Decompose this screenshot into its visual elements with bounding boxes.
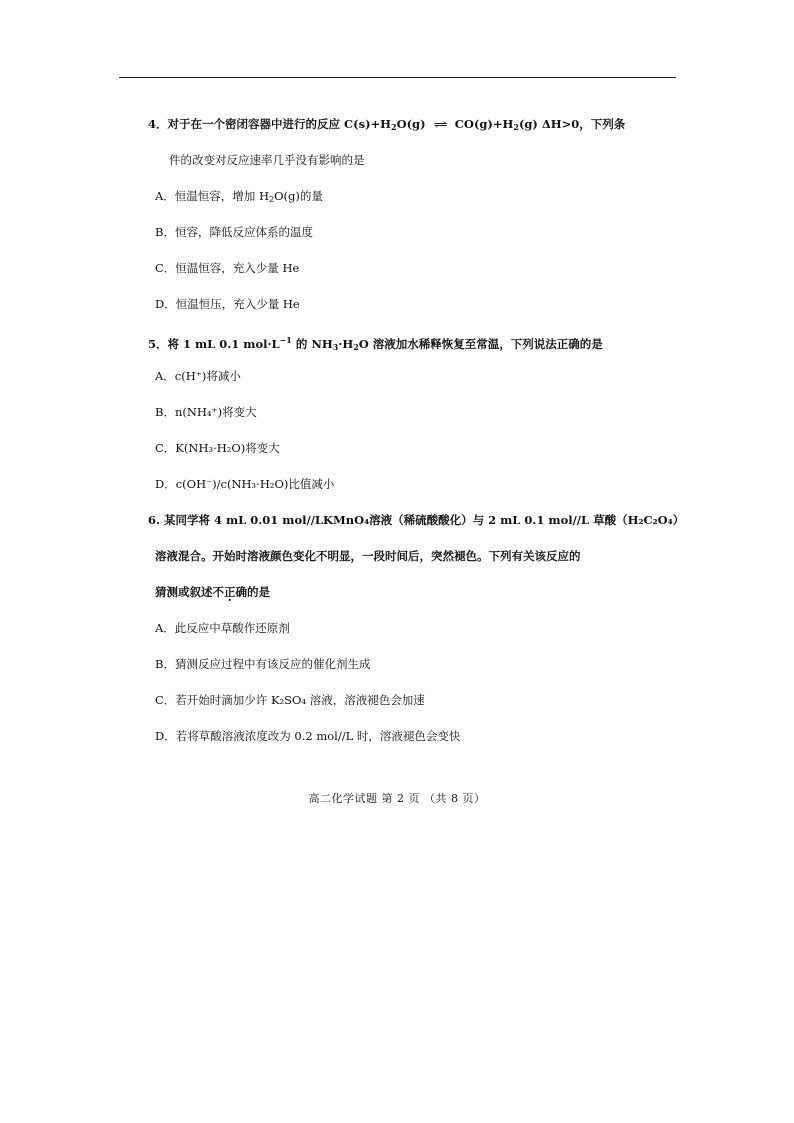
q5-stem: 5．将 1 mL 0.1 $mol\cdot L^{-1}$ 的 $NH_3\cdot H_2O$ 溶液加水稀释恢复至常温，下列说法正确的是 (148, 335, 603, 352)
q6-stem-line3: 猜测或叙述不正确的是 (155, 585, 270, 599)
q6-option-d: D．若将草酸溶液浓度改为 0.2 mol//L 时，溶液褪色会变快 (155, 729, 461, 743)
emphasis-not-correct: 不正确 (212, 585, 247, 599)
q6-stem-line2: 溶液混合。开始时溶液颜色变化不明显，一段时间后，突然褪色。下列有关该反应的 (155, 549, 581, 563)
q4-option-c: C．恒温恒容，充入少量 He (155, 261, 300, 275)
q5-option-d: D．c(OH⁻)/c(NH₃·H₂O)比值减小 (155, 477, 335, 491)
q6-option-c: C．若开始时滴加少许 K₂SO₄ 溶液，溶液褪色会加速 (155, 693, 425, 707)
q4-stem-line1: 4．对于在一个密闭容器中进行的反应 $C(s)+H_2O(g)$ ⇌ $CO(g)+H_2(g)$ ΔH>0，下列条 (148, 117, 626, 132)
q4-option-b: B．恒容，降低反应体系的温度 (155, 225, 313, 239)
q5-option-b: B．n(NH₄⁺)将变大 (155, 405, 257, 419)
header-rule (119, 77, 676, 78)
q6-stem-line1: 6. 某同学将 4 mL 0.01 mol//LKMnO₄溶液（稀硫酸酸化）与 2 mL 0.1 mol//L 草酸（H₂C₂O₄） (148, 513, 685, 527)
q6-option-b: B．猜测反应过程中有该反应的催化剂生成 (155, 657, 371, 671)
q5-option-c: C．K(NH₃·H₂O)将变大 (155, 441, 280, 455)
q4-option-d: D．恒温恒压，充入少量 He (155, 297, 300, 311)
q6-option-a: A．此反应中草酸作还原剂 (155, 621, 290, 635)
q4-option-a: A．恒温恒容，增加 $H_2O(g)$的量 (155, 189, 323, 204)
q4-stem-line2: 件的改变对反应速率几乎没有影响的是 (169, 153, 365, 167)
page-footer: 高二化学试题 第 2 页 （共 8 页） (308, 792, 486, 805)
equilibrium-arrow: ⇌ (432, 118, 448, 131)
q5-option-a: A．c(H⁺)将减小 (155, 369, 241, 383)
